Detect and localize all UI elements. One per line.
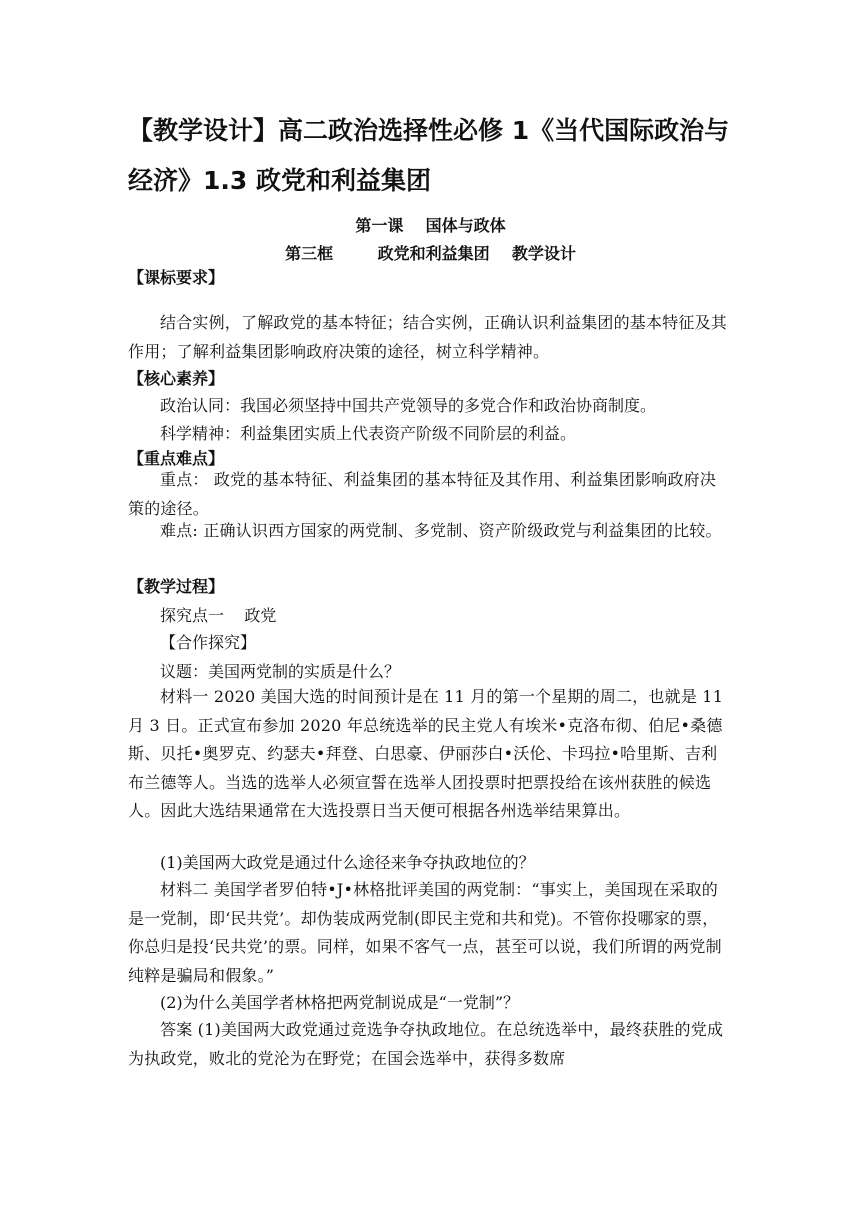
standard-paragraph: 结合实例，了解政党的基本特征；结合实例，正确认识利益集团的基本特征及其作用；了解利益集团影响政府决策的途径，树立科学精神。 <box>128 313 728 361</box>
question-one: (1)美国两大政党是通过什么途径来争夺执政地位的？ <box>160 853 535 872</box>
difficult-point-paragraph: 难点: 正确认识西方国家的两党制、多党制、资产阶级政党与利益集团的比较。 <box>160 521 722 540</box>
question-two: (2)为什么美国学者林格把两党制说成是“一党制”？ <box>160 993 520 1012</box>
literacy-political: 政治认同：我国必须坚持中国共产党领导的多党合作和政治协商制度。 <box>160 396 657 415</box>
cooperative-inquiry-label: 【合作探究】 <box>160 633 257 652</box>
frame-heading: 第三框 政党和利益集团 教学设计 <box>285 244 576 263</box>
inquiry-point-one: 探究点一 政党 <box>160 606 277 625</box>
material-one-paragraph: 材料一 2020 美国大选的时间预计是在 11 月的第一个星期的周二，也就是 11 月 3 日。正式宣布参加 2020 年总统选举的民主党人有埃米•克洛布彻、伯尼•桑德斯、贝托•奥罗克、约瑟夫•拜登、白思豪、伊丽莎白•沃伦、卡玛拉•哈里斯、吉利布兰德等人。当选的选举人必须宣誓在选举人团投票时把票投给在该州获胜的候选人。因此大选结果通常在大选投票日当天便可根据各州选举结果算出。 <box>128 687 724 820</box>
answer-paragraph: 答案 (1)美国两大政党通过竞选争夺执政地位。在总统选举中，最终获胜的党成为执政党，败北的党沦为在野党；在国会选举中，获得多数席 <box>128 1020 724 1068</box>
section-heading-process: 【教学过程】 <box>128 577 225 596</box>
section-heading-standard: 【课标要求】 <box>128 268 225 287</box>
material-two-paragraph: 材料二 美国学者罗伯特•J•林格批评美国的两党制：“事实上，美国现在采取的是一党制，即‘民共党’。却伪装成两党制(即民主党和共和党)。不管你投哪家的票，你总归是投‘民共党’的票。同样，如果不客气一点，甚至可以说，我们所谓的两党制纯粹是骗局和假象。” <box>128 880 722 985</box>
lesson-heading: 第一课 国体与政体 <box>355 216 506 235</box>
key-point-paragraph: 重点： 政党的基本特征、利益集团的基本特征及其作用、利益集团影响政府决策的途径。 <box>128 470 717 518</box>
document-title: 【教学设计】高二政治选择性必修 1《当代国际政治与经济》1.3 政党和利益集团 <box>128 116 730 195</box>
section-heading-key-points: 【重点难点】 <box>128 449 225 468</box>
literacy-science: 科学精神：利益集团实质上代表资产阶级不同阶层的利益。 <box>160 424 577 443</box>
section-heading-literacy: 【核心素养】 <box>128 369 225 388</box>
topic-line: 议题：美国两党制的实质是什么？ <box>160 662 401 681</box>
